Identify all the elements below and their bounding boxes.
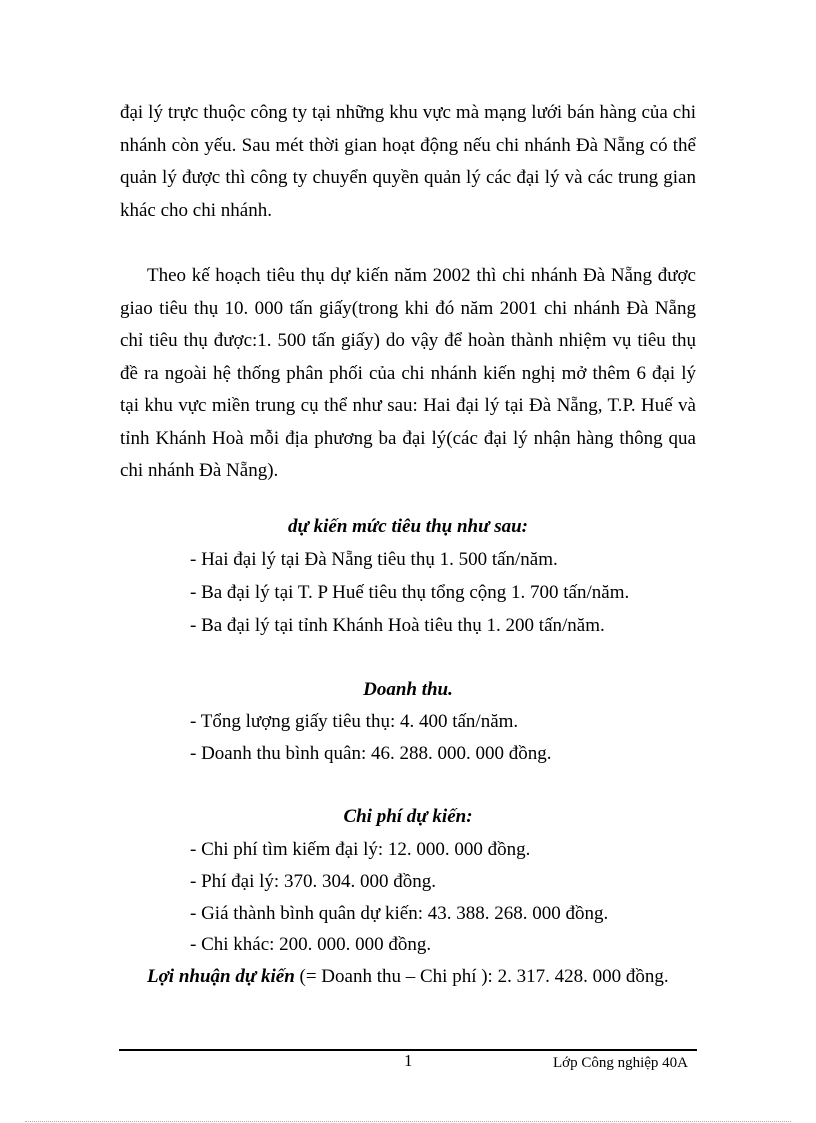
cost-item: - Chi phí tìm kiếm đại lý: 12. 000. 000 đồng. — [190, 839, 531, 860]
forecast-item: - Ba đại lý tại tỉnh Khánh Hoà tiêu thụ 1. 200 tấn/năm. — [190, 615, 605, 636]
revenue-item: - Doanh thu bình quân: 46. 288. 000. 000 đồng. — [190, 743, 552, 764]
footer-class-name: Lớp Công nghiệp 40A — [553, 1055, 689, 1071]
page-number: 1 — [404, 1051, 413, 1070]
profit-formula: (= Doanh thu – Chi phí ): 2. 317. 428. 000 đồng. — [294, 966, 669, 987]
page-bottom-edge — [25, 1121, 791, 1122]
heading-forecast: dự kiến mức tiêu thụ như sau: — [287, 516, 529, 537]
profit-line — [147, 966, 669, 988]
paragraph-intro-continuation: đại lý trực thuộc công ty tại những khu vực mà mạng lưới bán hàng của chi nhánh còn yếu. Sau mét thời gian hoạt động nếu chi nhánh Đà Nẵng có thể quản lý được thì công ty chuyển quyền quản lý các đại lý và các trung gian khác cho chi nhánh. — [120, 102, 696, 221]
profit-label: Lợi nhuận dự kiến — [147, 966, 295, 987]
heading-revenue: Doanh thu. — [363, 679, 453, 700]
forecast-item: - Ba đại lý tại T. P Huế tiêu thụ tổng cộng 1. 700 tấn/năm. — [190, 582, 630, 603]
cost-item: - Phí đại lý: 370. 304. 000 đồng. — [190, 871, 436, 892]
revenue-item: - Tổng lượng giấy tiêu thụ: 4. 400 tấn/năm. — [190, 711, 519, 732]
paragraph-sales-plan — [120, 260, 696, 488]
heading-cost: Chi phí dự kiến: — [343, 806, 473, 827]
forecast-item: - Hai đại lý tại Đà Nẵng tiêu thụ 1. 500 tấn/năm. — [190, 549, 558, 570]
cost-item: - Chi khác: 200. 000. 000 đồng. — [190, 934, 432, 955]
cost-item: - Giá thành bình quân dự kiến: 43. 388. 268. 000 đồng. — [190, 903, 609, 924]
paragraph-sales-plan-text: Theo kế hoạch tiêu thụ dự kiến năm 2002 thì chi nhánh Đà Nẵng được giao tiêu thụ 10. 000 tấn giấy(trong khi đó năm 2001 chi nhánh Đà Nẵng chỉ tiêu thụ được:1. 500 tấn giấy) do vậy để hoàn thành nhiệm vụ tiêu thụ đề ra ngoài hệ thống phân phối của chi nhánh kiến nghị mở thêm 6 đại lý tại khu vực miền trung cụ thể như sau: Hai đại lý tại Đà Nẵng, T.P. Huế và tỉnh Khánh Hoà mỗi địa phương ba đại lý(các đại lý nhận hàng thông qua chi nhánh Đà Nẵng). — [120, 265, 696, 481]
